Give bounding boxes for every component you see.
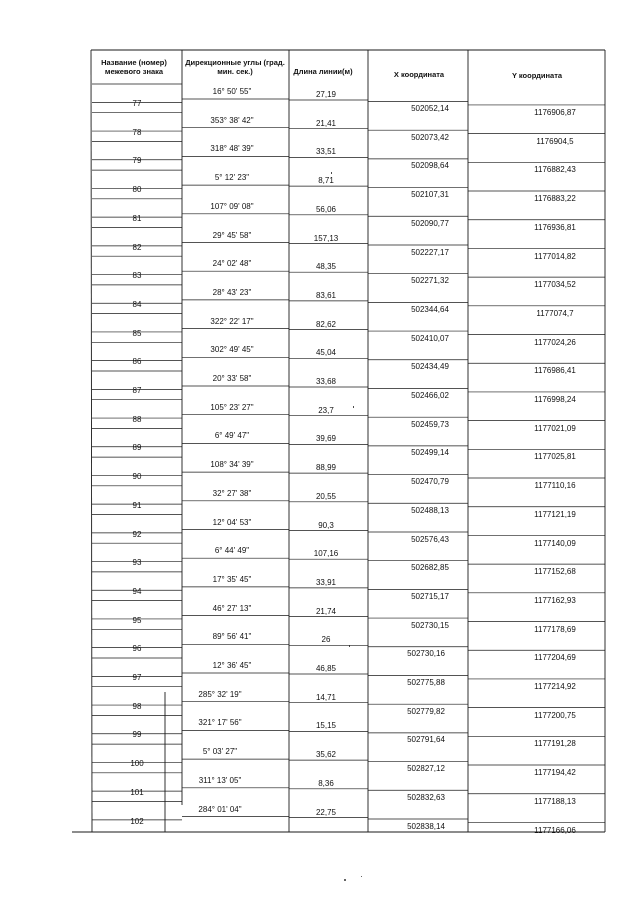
scan-speck <box>344 879 346 881</box>
direction-angle: 302° 49' 45" <box>210 345 254 355</box>
direction-angle: 16° 50' 55" <box>212 87 252 96</box>
x-coordinate: 502488,13 <box>411 505 449 515</box>
header-angle: Дирекционные углы (град. мин. сек.) <box>185 58 285 76</box>
x-coordinate: 502090,77 <box>411 218 449 228</box>
scan-speck <box>353 406 354 408</box>
line-length: 48,35 <box>315 262 337 272</box>
direction-angle: 46° 27' 13" <box>212 603 252 613</box>
marker-number: 87 <box>132 386 142 395</box>
marker-number: 81 <box>132 213 142 223</box>
line-length: 26 <box>321 635 331 645</box>
x-coordinate: 502779,82 <box>407 706 445 716</box>
marker-number: 84 <box>132 299 142 309</box>
y-coordinate: 1176986,41 <box>534 366 576 376</box>
direction-angle: 5° 12' 23" <box>214 173 250 183</box>
y-coordinate: 1176906,87 <box>534 108 576 117</box>
y-coordinate: 1177200,75 <box>534 710 576 720</box>
x-coordinate: 502470,79 <box>411 477 449 487</box>
scan-speck <box>361 876 362 877</box>
marker-number: 95 <box>132 615 142 625</box>
marker-number: 89 <box>132 443 142 453</box>
direction-angle: 32° 27' 38" <box>212 488 252 498</box>
scan-speck <box>349 645 350 647</box>
direction-angle: 5° 03' 27" <box>202 747 238 757</box>
x-coordinate: 502107,31 <box>411 190 449 200</box>
y-coordinate: 1177166,06 <box>534 825 576 835</box>
y-coordinate: 1177025,81 <box>534 452 576 462</box>
header-length: Длина линии(м) <box>293 67 353 76</box>
line-length: 82,62 <box>315 319 337 329</box>
line-length: 8,71 <box>318 176 334 186</box>
y-coordinate: 1177214,92 <box>534 682 576 691</box>
x-coordinate: 502827,12 <box>407 764 445 774</box>
x-coordinate: 502838,14 <box>407 821 445 831</box>
line-length: 46,85 <box>315 664 337 673</box>
marker-number: 96 <box>132 644 142 654</box>
y-coordinate: 1176998,24 <box>534 395 576 404</box>
direction-angle: 311° 13' 05" <box>198 775 242 785</box>
x-coordinate: 502730,16 <box>407 649 445 659</box>
y-coordinate: 1177191,28 <box>534 739 576 749</box>
marker-number: 80 <box>132 185 142 195</box>
direction-angle: 353° 38' 42" <box>210 115 254 125</box>
marker-number: 77 <box>132 99 142 108</box>
header-name: Название (номер) межевого знака <box>101 58 167 76</box>
line-length: 83,61 <box>315 290 337 300</box>
marker-number: 78 <box>132 127 142 137</box>
direction-angle: 318° 48' 39" <box>210 144 254 154</box>
direction-angle: 89° 56' 41" <box>212 632 252 642</box>
x-coordinate: 502459,73 <box>411 419 449 429</box>
line-length: 22,75 <box>315 807 337 817</box>
x-coordinate: 502073,42 <box>411 132 449 142</box>
direction-angle: 29° 45' 58" <box>212 230 252 240</box>
line-length: 21,41 <box>315 118 337 128</box>
direction-angle: 6° 44' 49" <box>214 546 250 556</box>
x-coordinate: 502052,14 <box>411 104 449 113</box>
marker-number: 93 <box>132 558 142 568</box>
y-coordinate: 1177152,68 <box>534 567 576 577</box>
line-length: 14,71 <box>315 692 337 702</box>
scan-speck <box>331 172 332 174</box>
x-coordinate: 502791,64 <box>407 735 445 745</box>
marker-number: 98 <box>132 701 142 711</box>
direction-angle: 107° 09' 08" <box>210 201 254 211</box>
x-coordinate: 502682,85 <box>411 563 449 573</box>
marker-number: 92 <box>132 529 142 539</box>
y-coordinate: 1177194,42 <box>534 768 576 778</box>
y-coordinate: 1176936,81 <box>534 222 576 232</box>
line-length: 27,19 <box>315 90 337 99</box>
line-length: 33,51 <box>315 147 337 157</box>
x-coordinate: 502715,17 <box>411 591 449 601</box>
marker-number: 97 <box>132 673 142 682</box>
direction-angle: 12° 36' 45" <box>212 661 252 670</box>
line-length: 90,3 <box>318 520 334 530</box>
y-coordinate: 1177034,52 <box>534 280 576 290</box>
y-coordinate: 1177162,93 <box>534 595 576 605</box>
y-coordinate: 1177021,09 <box>534 423 576 433</box>
y-coordinate: 1176882,43 <box>534 165 576 175</box>
direction-angle: 108° 34' 39" <box>210 460 254 470</box>
line-length: 8,36 <box>318 778 334 788</box>
line-length: 15,15 <box>315 721 337 731</box>
line-length: 33,91 <box>315 577 337 587</box>
line-length: 157,13 <box>313 233 339 243</box>
y-coordinate: 1177140,09 <box>534 538 576 548</box>
y-coordinate: 1177110,16 <box>534 481 576 491</box>
direction-angle: 284° 01' 04" <box>198 804 242 814</box>
line-length: 23,7 <box>318 405 334 415</box>
direction-angle: 28° 43' 23" <box>212 287 252 297</box>
y-coordinate: 1176904,5 <box>536 136 574 146</box>
line-length: 107,16 <box>313 549 339 559</box>
x-coordinate: 502730,15 <box>411 620 449 630</box>
direction-angle: 321° 17' 56" <box>198 718 242 728</box>
x-coordinate: 502576,43 <box>411 534 449 544</box>
y-coordinate: 1177178,69 <box>534 624 576 634</box>
x-coordinate: 502832,63 <box>407 792 445 802</box>
marker-number: 99 <box>132 730 142 740</box>
direction-angle: 24° 02' 48" <box>212 259 252 269</box>
marker-number: 79 <box>132 156 142 166</box>
y-coordinate: 1177204,69 <box>534 653 576 663</box>
header-y: Y координата <box>511 71 563 80</box>
direction-angle: 6° 49' 47" <box>214 431 250 441</box>
x-coordinate: 502344,64 <box>411 304 449 314</box>
line-length: 35,62 <box>315 750 337 760</box>
direction-angle: 20° 33' 58" <box>212 374 252 383</box>
y-coordinate: 1177121,19 <box>534 509 576 519</box>
line-length: 20,55 <box>315 491 337 501</box>
marker-number: 83 <box>132 271 142 281</box>
marker-number: 85 <box>132 328 142 338</box>
x-coordinate: 502775,88 <box>407 678 445 687</box>
x-coordinate: 502271,32 <box>411 276 449 286</box>
marker-number: 90 <box>132 472 142 482</box>
line-length: 88,99 <box>315 463 337 473</box>
marker-number: 102 <box>130 816 144 826</box>
line-length: 56,06 <box>315 204 337 214</box>
marker-number: 86 <box>132 357 142 367</box>
column-divider <box>91 50 92 832</box>
line-length: 39,69 <box>315 434 337 444</box>
header-x: X координата <box>393 70 445 79</box>
direction-angle: 105° 23' 27" <box>210 402 254 412</box>
line-length: 33,68 <box>315 377 337 386</box>
direction-angle: 17° 35' 45" <box>212 574 252 584</box>
y-coordinate: 1176883,22 <box>534 194 576 204</box>
line-length: 21,74 <box>315 606 337 616</box>
x-coordinate: 502227,17 <box>411 247 449 257</box>
marker-number: 100 <box>130 759 144 769</box>
direction-angle: 285° 32' 19" <box>198 689 242 699</box>
x-coordinate: 502499,14 <box>411 448 449 458</box>
y-coordinate: 1177014,82 <box>534 251 576 261</box>
direction-angle: 322° 22' 17" <box>210 316 254 326</box>
marker-number: 94 <box>132 586 142 596</box>
y-coordinate: 1177074,7 <box>536 308 574 318</box>
line-length: 45,04 <box>315 348 337 358</box>
y-coordinate: 1177024,26 <box>534 337 576 347</box>
x-coordinate: 502466,02 <box>411 391 449 400</box>
marker-number: 82 <box>132 242 142 252</box>
marker-number: 88 <box>132 414 142 424</box>
direction-angle: 12° 04' 53" <box>212 517 252 527</box>
x-coordinate: 502434,49 <box>411 362 449 372</box>
x-coordinate: 502098,64 <box>411 161 449 171</box>
y-coordinate: 1177188,13 <box>534 796 576 806</box>
marker-number: 101 <box>130 787 144 797</box>
marker-number: 91 <box>132 500 142 510</box>
x-coordinate: 502410,07 <box>411 333 449 343</box>
